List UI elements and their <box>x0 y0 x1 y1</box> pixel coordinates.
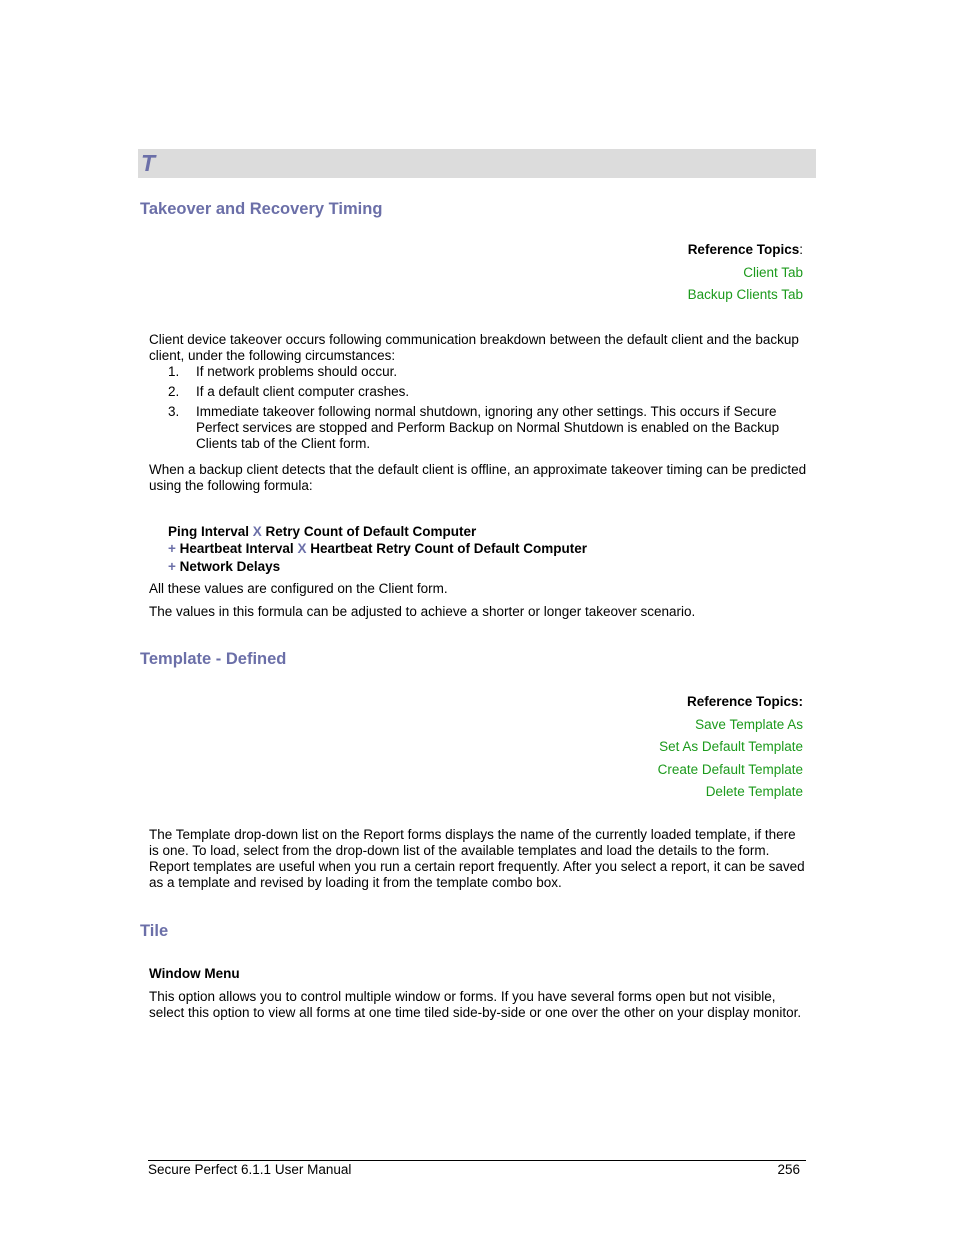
footer-title: Secure Perfect 6.1.1 User Manual <box>148 1162 352 1177</box>
formula-line-2 <box>168 540 587 558</box>
plus-operator: + <box>168 559 176 574</box>
list-text: If a default client computer crashes. <box>196 384 410 399</box>
note-configured: All these values are configured on the Client form. <box>149 581 448 596</box>
footer-divider <box>148 1160 806 1161</box>
list-number: 3. <box>168 404 180 419</box>
plus-operator: + <box>168 541 176 556</box>
formula-term: Network Delays <box>175 559 281 574</box>
note-adjusted: The values in this formula can be adjusted to achieve a shorter or longer takeover scenario. <box>149 604 696 619</box>
takeover-intro: Client device takeover occurs following communication breakdown between the default client and the backup client, under the following circumstances: <box>149 332 799 363</box>
formula-term: Ping Interval <box>168 524 253 539</box>
multiply-operator: X <box>252 524 262 539</box>
formula-intro: When a backup client detects that the default client is offline, an approximate takeover timing can be predicted using the following formula: <box>149 462 807 493</box>
template-heading: Template - Defined <box>140 650 287 668</box>
section-letter-bar <box>138 149 816 178</box>
page-number: 256 <box>777 1162 800 1177</box>
link-create-default-template[interactable]: Create Default Template <box>657 762 803 777</box>
formula-line-1 <box>168 523 476 541</box>
multiply-operator: X <box>297 541 307 556</box>
link-backup-clients-tab[interactable]: Backup Clients Tab <box>687 287 803 302</box>
list-number: 1. <box>168 364 180 379</box>
formula-term: Retry Count of Default Computer <box>261 524 477 539</box>
link-set-as-default-template[interactable]: Set As Default Template <box>659 739 803 754</box>
link-save-template-as[interactable]: Save Template As <box>695 717 803 732</box>
formula-term: Heartbeat Interval <box>175 541 298 556</box>
list-text: Immediate takeover following normal shutdown, ignoring any other settings. This occurs if Secure Perfect services are stopped and Perform Backup on Normal Shutdown is enabled on the Backup Clients tab of the Client form. <box>196 404 780 451</box>
formula-term: Heartbeat Retry Count of Default Computer <box>306 541 587 556</box>
list-number: 2. <box>168 384 180 399</box>
takeover-heading: Takeover and Recovery Timing <box>140 200 383 218</box>
tile-heading: Tile <box>140 922 169 940</box>
reference-topics-colon: : <box>799 242 803 257</box>
list-text: If network problems should occur. <box>196 364 398 379</box>
template-body: The Template drop-down list on the Report forms displays the name of the currently loaded template, if there is one. To load, select from the drop-down list of the available templates and load the details to the form. Report templates are useful when you run a certain report frequently. After you select a report, it can be saved as a template and revised by loading it from the template combo box. <box>149 827 805 890</box>
section-letter: T <box>141 150 156 176</box>
tile-body: This option allows you to control multiple window or forms. If you have several forms open but not visible, select this option to view all forms at one time tiled side-by-side or one over the other on your display monitor. <box>149 989 802 1020</box>
reference-topics-label: Reference Topics <box>687 242 800 257</box>
template-reference-title: Reference Topics: <box>686 694 803 709</box>
takeover-reference-title <box>688 242 803 257</box>
formula-line-3 <box>168 558 280 576</box>
link-client-tab[interactable]: Client Tab <box>743 265 803 280</box>
link-delete-template[interactable]: Delete Template <box>705 784 803 799</box>
tile-subheading: Window Menu <box>149 966 240 981</box>
